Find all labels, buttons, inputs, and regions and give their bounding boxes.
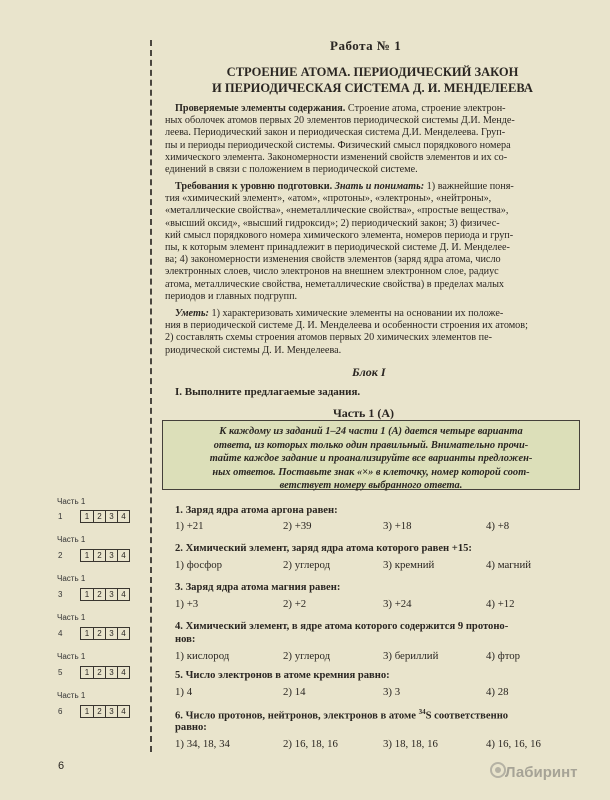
question-3: 3. Заряд ядра атома магния равен: — [175, 582, 341, 593]
topic-heading — [165, 64, 580, 96]
answer-row-number: 2 — [58, 551, 63, 560]
requirements-know: Знать и понимать: — [334, 181, 425, 192]
q6-option-1: 1) 34, 18, 34 — [175, 738, 230, 750]
answer-cell[interactable]: 3 — [105, 667, 117, 678]
requirements-line: периодов и главных подгрупп. — [165, 290, 298, 302]
skills-line: ния в периодической системе Д. И. Менделеева и особенности строения их атомов; — [165, 320, 528, 332]
q4-option-1: 1) кислород — [175, 650, 230, 662]
watermark: Лабиринт — [505, 764, 578, 781]
content-line: химического элемента. Закономерности изменений свойств элементов и их со- — [165, 151, 508, 163]
answer-row-4 — [80, 627, 130, 640]
instruction-line: ответа, из которых только один правильный. Внимательно прочи- — [213, 439, 529, 451]
topic-line-1: СТРОЕНИЕ АТОМА. ПЕРИОДИЧЕСКИЙ ЗАКОН — [226, 65, 519, 79]
part-heading: Часть 1 (А) — [333, 406, 395, 420]
q2-option-1: 1) фосфор — [175, 559, 223, 571]
requirements-line: атома, металлические свойства, неметаллические свойства) в пределах малых — [165, 278, 505, 290]
content-line: ных оболочек атомов первых 20 элементов периодической системы Д.И. Менде- — [165, 115, 515, 127]
answer-label: Часть 1 — [57, 652, 86, 661]
q3-option-1: 1) +3 — [175, 598, 199, 610]
answer-row-5 — [80, 666, 130, 679]
answer-label: Часть 1 — [57, 691, 86, 700]
isotope-mass: 34 — [418, 708, 426, 716]
content-line: леева. Периодический закон и периодическая система Д.И. Менделеева. Груп- — [165, 127, 506, 139]
q5-option-2: 2) 14 — [283, 686, 306, 698]
q5-option-4: 4) 28 — [486, 686, 509, 698]
skills-paragraph — [165, 308, 575, 357]
requirements-line: ва; 4) закономерности изменения свойств элементов (заряд ядра атома, число — [165, 254, 501, 266]
instruction-line: К каждому из заданий 1–24 части 1 (А) дается четыре варианта — [219, 426, 523, 437]
answer-label: Часть 1 — [57, 535, 86, 544]
answer-row-2 — [80, 549, 130, 562]
question-6-text: 6. Число протонов, нейтронов, электронов в атоме — [175, 710, 419, 722]
question-6 — [175, 708, 508, 722]
answer-cell[interactable]: 1 — [84, 668, 90, 677]
labirint-logo-icon — [490, 762, 506, 778]
requirements-line: 1) важнейшие поня- — [426, 181, 514, 192]
answer-cell[interactable]: 4 — [117, 628, 129, 639]
answer-cell[interactable]: 3 — [105, 589, 117, 600]
q4-option-4: 4) фтор — [486, 650, 521, 662]
answer-row-3 — [80, 588, 130, 601]
instruction-line: ветствует номеру выбранного ответа. — [279, 480, 463, 492]
content-line: единений в связи с положением в периодической системе. — [165, 164, 418, 176]
answer-cell[interactable]: 1 — [84, 590, 90, 599]
page-number: 6 — [58, 760, 65, 772]
answer-cell[interactable]: 2 — [93, 706, 105, 717]
question-2: 2. Химический элемент, заряд ядра атома которого равен +15: — [175, 543, 472, 554]
question-6-cont: равно: — [175, 722, 207, 733]
q2-option-4: 4) магний — [486, 559, 532, 571]
skills-line: 1) характеризовать химические элементы на основании их положе- — [211, 308, 504, 319]
answer-cell[interactable]: 3 — [105, 706, 117, 717]
content-line: пы и периоды периодической системы. Физический смысл порядкового номера — [165, 139, 511, 151]
q4-option-2: 2) углерод — [283, 650, 331, 662]
answer-row-number: 4 — [58, 629, 63, 638]
answer-cell[interactable]: 1 — [84, 551, 90, 560]
answer-cell[interactable]: 4 — [117, 706, 129, 717]
q4-option-3: 3) бериллий — [383, 650, 439, 662]
cut-line — [150, 40, 152, 752]
question-1: 1. Заряд ядра атома аргона равен: — [175, 505, 338, 516]
q1-option-2: 2) +39 — [283, 520, 312, 532]
answer-row-number: 5 — [58, 668, 63, 677]
requirements-lead: Требования к уровню подготовки. — [175, 181, 333, 192]
question-4-cont: нов: — [175, 634, 196, 645]
instruction-line: тайте каждое задание и проанализируйте все варианты предложен- — [209, 453, 533, 465]
topic-line-2: И ПЕРИОДИЧЕСКАЯ СИСТЕМА Д. И. МЕНДЕЛЕЕВА — [212, 81, 533, 95]
answer-row-number: 1 — [58, 512, 63, 521]
question-5: 5. Число электронов в атоме кремния равно: — [175, 670, 390, 681]
answer-row-6 — [80, 705, 130, 718]
q2-option-2: 2) углерод — [283, 559, 331, 571]
content-elements-lead: Проверяемые элементы содержания. — [175, 103, 346, 114]
q3-option-4: 4) +12 — [486, 598, 515, 610]
section-heading: I. Выполните предлагаемые задания. — [175, 386, 361, 398]
skills-line: риодической системы Д. И. Менделеева. — [165, 344, 342, 356]
q6-option-3: 3) 18, 18, 16 — [383, 738, 438, 750]
q3-option-2: 2) +2 — [283, 598, 307, 610]
answer-label: Часть 1 — [57, 574, 86, 583]
answer-cell[interactable]: 2 — [93, 589, 105, 600]
answer-cell[interactable]: 2 — [93, 667, 105, 678]
block-title: Блок I — [352, 365, 386, 379]
answer-label: Часть 1 — [57, 497, 86, 506]
answer-cell[interactable]: 4 — [117, 667, 129, 678]
answer-row-number: 6 — [58, 707, 63, 716]
requirements-line: тия «химический элемент», «атом», «протоны», «электроны», «нейтроны», — [165, 193, 492, 205]
q1-option-1: 1) +21 — [175, 520, 204, 532]
skills-lead: Уметь: — [175, 308, 209, 319]
answer-cell[interactable]: 4 — [117, 511, 129, 522]
instruction-box — [162, 420, 580, 490]
skills-line: 2) составлять схемы строения атомов первых 20 химических элементов пе- — [165, 332, 492, 344]
instruction-line: ных ответов. Поставьте знак «×» в клеточку, номер которой соот- — [212, 466, 530, 478]
question-4: 4. Химический элемент, в ядре атома которого содержится 9 протоно- — [175, 621, 509, 632]
answer-cell[interactable]: 2 — [93, 550, 105, 561]
requirements-line: пы, к которым элемент принадлежит в периодической системе Д. И. Менделее- — [165, 242, 510, 254]
content-elements-paragraph — [165, 103, 575, 176]
answer-cell[interactable]: 3 — [105, 628, 117, 639]
requirements-paragraph — [165, 181, 575, 303]
work-title: Работа № 1 — [330, 38, 402, 53]
q1-option-4: 4) +8 — [486, 520, 510, 532]
answer-label: Часть 1 — [57, 613, 86, 622]
q1-option-3: 3) +18 — [383, 520, 412, 532]
answer-cell[interactable]: 2 — [93, 628, 105, 639]
q6-option-4: 4) 16, 16, 16 — [486, 738, 541, 750]
requirements-line: электронных слоев, число электронов на внешнем электронном слое, радиус — [165, 266, 499, 278]
answer-cell[interactable]: 1 — [84, 629, 90, 638]
answer-cell[interactable]: 4 — [117, 550, 129, 561]
q6-option-2: 2) 16, 18, 16 — [283, 738, 338, 750]
requirements-line: кий смысл порядкового номера химического элемента, номеров периода и груп- — [165, 229, 514, 241]
content-line: Строение атома, строение электрон- — [347, 103, 506, 114]
answer-cell[interactable]: 2 — [93, 511, 105, 522]
answer-cell[interactable]: 1 — [84, 512, 90, 521]
q3-option-3: 3) +24 — [383, 598, 412, 610]
answer-cell[interactable]: 1 — [84, 707, 90, 716]
answer-row-1 — [80, 510, 130, 523]
q2-option-3: 3) кремний — [383, 559, 435, 571]
answer-cell[interactable]: 3 — [105, 511, 117, 522]
answer-row-number: 3 — [58, 590, 63, 599]
q5-option-1: 1) 4 — [175, 686, 193, 698]
requirements-line: «высший оксид», «высший гидроксид»; 2) периодический закон; 3) физичес- — [165, 217, 500, 229]
answer-cell[interactable]: 4 — [117, 589, 129, 600]
requirements-line: «металлические свойства», «неметаллические свойства», «простые вещества», — [165, 205, 509, 217]
question-6-element: S соответственно — [425, 710, 509, 722]
q5-option-3: 3) 3 — [383, 686, 401, 698]
answer-cell[interactable]: 3 — [105, 550, 117, 561]
